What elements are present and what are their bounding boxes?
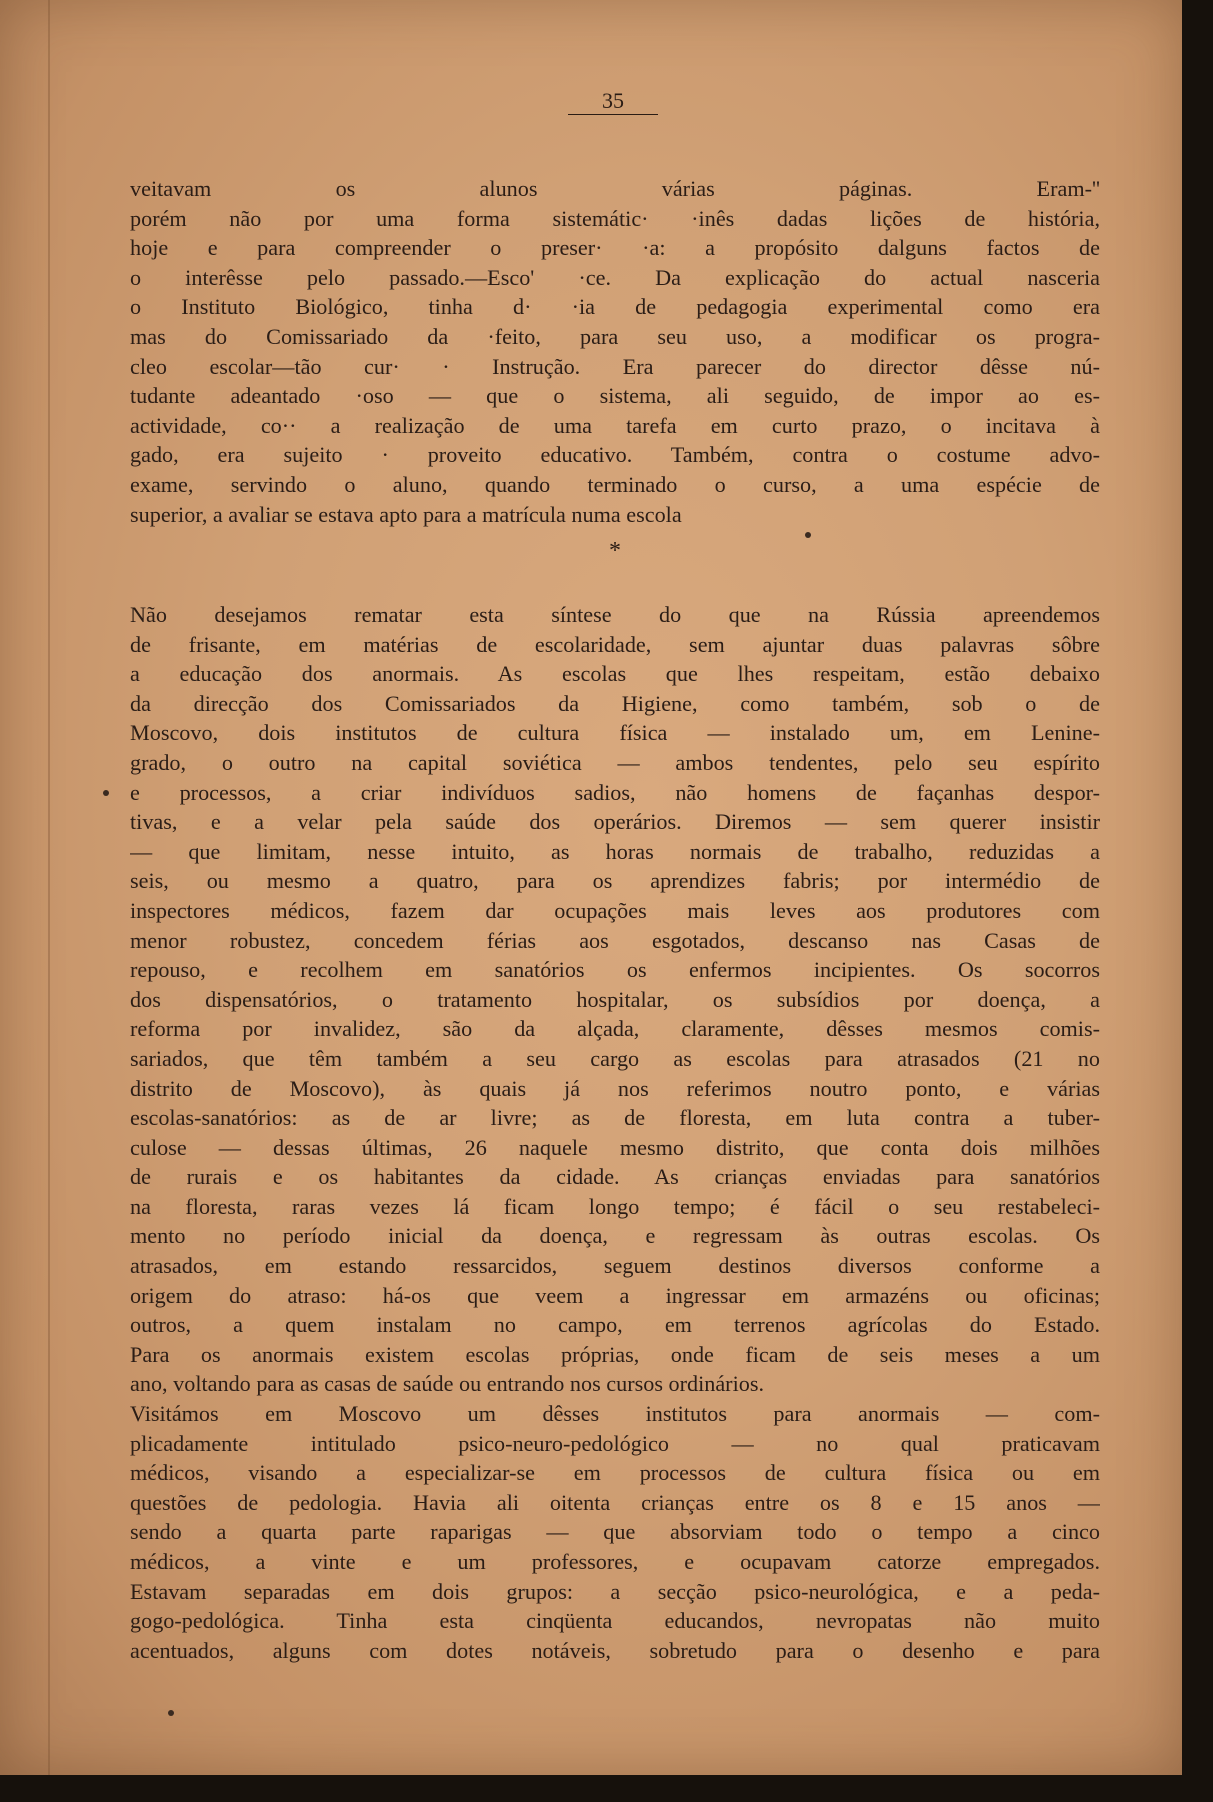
text-line: dos dispensatórios, o tratamento hospitalar, os subsídios por doença, a xyxy=(130,986,1100,1012)
page-number-rule xyxy=(568,114,658,115)
text-line: Não desejamos rematar esta síntese do que na Rússia apreendemos xyxy=(130,602,1100,627)
text-line: menor robustez, concedem férias aos esgotados, descanso nas Casas de xyxy=(130,927,1100,953)
text-line: médicos, visando a especializar-se em processos de cultura física ou em xyxy=(130,1460,1100,1486)
text-line: mas do Comissariado da ·feito, para seu uso, a modificar os progra- xyxy=(130,323,1100,349)
text-line: grado, o outro na capital soviética — ambos tendentes, pelo seu espírito xyxy=(130,749,1100,775)
text-line: porém não por uma forma sistemátic· ·inês dadas lições de história, xyxy=(130,205,1100,231)
text-line: sendo a quarta parte raparigas — que absorviam todo o tempo a cinco xyxy=(130,1519,1100,1545)
text-line: acentuados, alguns com dotes notáveis, sobretudo para o desenho e para xyxy=(130,1637,1100,1663)
ink-speck xyxy=(805,532,811,538)
text-line: Visitámos em Moscovo um dêsses institutos para anormais — com- xyxy=(130,1401,1100,1427)
text-line: culose — dessas últimas, 26 naquele mesmo distrito, que conta dois milhões xyxy=(130,1134,1100,1160)
text-line: tudante adeantado ·oso — que o sistema, ali seguido, de impor ao es- xyxy=(130,383,1100,409)
paragraph-continued xyxy=(130,174,1100,529)
text-line: Para os anormais existem escolas próprias, onde ficam de seis meses a um xyxy=(130,1341,1100,1367)
text-line: outros, a quem instalam no campo, em terrenos agrícolas do Estado. xyxy=(130,1312,1100,1338)
ink-speck xyxy=(103,790,109,796)
text-line: gado, era sujeito · proveito educativo. Também, contra o costume advo- xyxy=(130,442,1100,468)
binding-edge xyxy=(48,0,50,1775)
text-line: Moscovo, dois institutos de cultura física — instalado um, em Lenine- xyxy=(130,720,1100,746)
text-line: gogo-pedológica. Tinha esta cinqüenta educandos, nevropatas não muito xyxy=(130,1608,1100,1634)
text-line: distrito de Moscovo), às quais já nos referimos noutro ponto, e várias xyxy=(130,1075,1100,1101)
text-line: mento no período inicial da doença, e regressam às outras escolas. Os xyxy=(130,1223,1100,1249)
text-line: plicadamente intitulado psico-neuro-pedológico — no qual praticavam xyxy=(130,1430,1100,1456)
text-line: hoje e para compreender o preser· ·a: a propósito dalguns factos de xyxy=(130,235,1100,261)
text-line: superior, a avaliar se estava apto para a matrícula numa escola xyxy=(130,501,682,527)
text-line: actividade, co·· a realização de uma tarefa em curto prazo, o incitava à xyxy=(130,412,1100,438)
text-line: seis, ou mesmo a quatro, para os aprendizes fabris; por intermédio de xyxy=(130,868,1100,894)
text-line: origem do atraso: há-os que veem a ingressar em armazéns ou oficinas; xyxy=(130,1282,1100,1308)
text-line: repouso, e recolhem em sanatórios os enfermos incipientes. Os socorros xyxy=(130,957,1100,983)
text-line: de frisante, em matérias de escolaridade, sem ajuntar duas palavras sôbre xyxy=(130,631,1100,657)
page-number: 35 xyxy=(602,88,624,113)
text-line: — que limitam, nesse intuito, as horas normais de trabalho, reduzidas a xyxy=(130,838,1100,864)
text-line: na floresta, raras vezes lá ficam longo tempo; é fácil o seu restabeleci- xyxy=(130,1193,1100,1219)
text-line: exame, servindo o aluno, quando terminado o curso, a uma espécie de xyxy=(130,471,1100,497)
section-separator: * xyxy=(609,538,621,564)
text-line: a educação dos anormais. As escolas que lhes respeitam, estão debaixo xyxy=(130,661,1100,687)
ink-speck xyxy=(168,1710,174,1716)
text-line: de rurais e os habitantes da cidade. As crianças enviadas para sanatórios xyxy=(130,1164,1100,1190)
text-line: médicos, a vinte e um professores, e ocupavam catorze empregados. xyxy=(130,1549,1100,1574)
text-line: da direcção dos Comissariados da Higiene, como também, sob o de xyxy=(130,690,1100,716)
text-line: inspectores médicos, fazem dar ocupações mais leves aos produtores com xyxy=(130,897,1100,923)
text-line: e processos, a criar indivíduos sadios, não homens de façanhas despor- xyxy=(130,779,1100,805)
text-line: veitavam os alunos várias páginas. Eram-'' xyxy=(130,176,1100,201)
text-line: cleo escolar—tão cur· · Instrução. Era parecer do director dêsse nú- xyxy=(130,353,1100,379)
text-line: reforma por invalidez, são da alçada, claramente, dêsses mesmos comis- xyxy=(130,1016,1100,1042)
text-line: questões de pedologia. Havia ali oitenta crianças entre os 8 e 15 anos — xyxy=(130,1489,1100,1515)
text-line: o interêsse pelo passado.—Esco' ·ce. Da explicação do actual nasceria xyxy=(130,264,1100,290)
paragraph-main xyxy=(130,600,1100,1665)
text-line: Estavam separadas em dois grupos: a secção psico-neurológica, e a peda- xyxy=(130,1578,1100,1604)
text-line: o Instituto Biológico, tinha d· ·ia de pedagogia experimental como era xyxy=(130,294,1100,320)
text-line: tivas, e a velar pela saúde dos operários. Diremos — sem querer insistir xyxy=(130,809,1100,835)
text-line: sariados, que têm também a seu cargo as escolas para atrasados (21 no xyxy=(130,1045,1100,1071)
text-line: ano, voltando para as casas de saúde ou entrando nos cursos ordinários. xyxy=(130,1371,765,1397)
text-line: atrasados, em estando ressarcidos, seguem destinos diversos conforme a xyxy=(130,1253,1100,1279)
text-line: escolas-sanatórios: as de ar livre; as de floresta, em luta contra a tuber- xyxy=(130,1105,1100,1131)
